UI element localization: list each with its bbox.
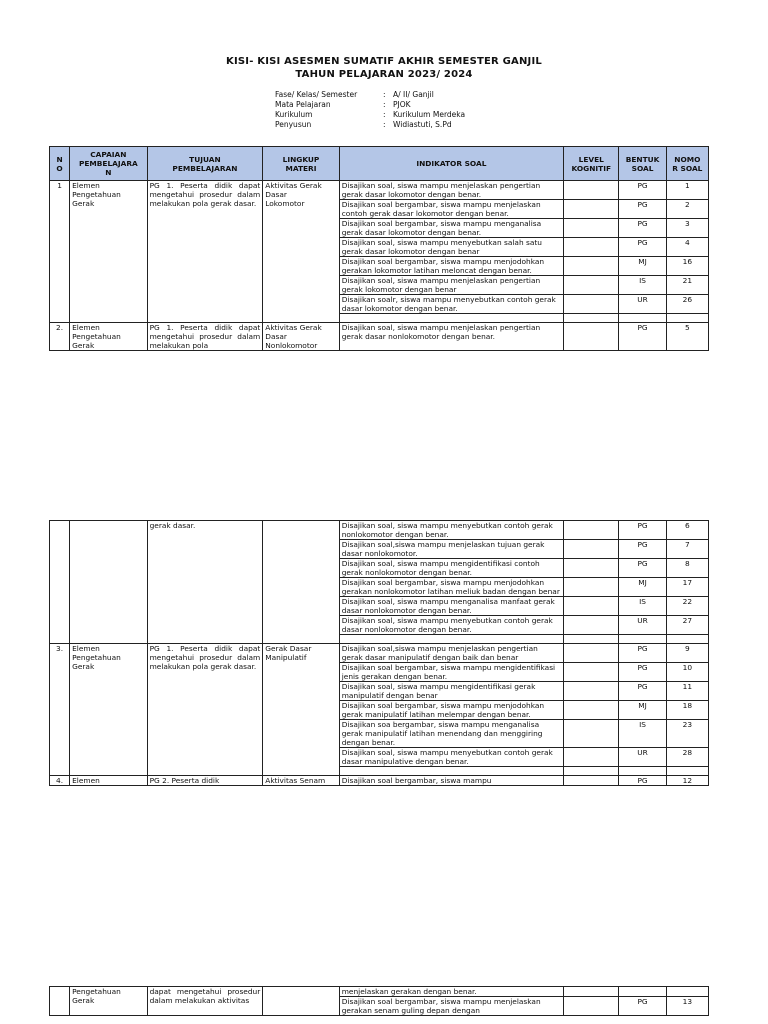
kisi-table-page-3 (49, 986, 709, 1016)
cell-nomor: 12 (666, 776, 708, 786)
meta-row (275, 120, 465, 130)
cell-lingkup (263, 987, 339, 1016)
cell-bentuk: PG (619, 540, 666, 559)
cell-bentuk: PG (619, 682, 666, 701)
cell-indikator: Disajikan soal bergambar, siswa mampu menganalisa gerak dasar lokomotor dengan benar. (339, 219, 563, 238)
cell-bentuk: MJ (619, 257, 666, 276)
cell-nomor: 7 (666, 540, 708, 559)
cell-level (564, 323, 619, 351)
cell-no: 4. (50, 776, 70, 786)
cell-level (564, 578, 619, 597)
cell-level (564, 200, 619, 219)
cell-indikator: Disajikan soal bergambar, siswa mampu menjodohkan gerakan nonlokomotor latihan meliuk badan dengan benar (339, 578, 563, 597)
cell-indikator (339, 767, 563, 776)
cell-bentuk: PG (619, 663, 666, 682)
table-row (50, 776, 709, 786)
cell-bentuk: PG (619, 219, 666, 238)
meta-label: Mata Pelajaran (275, 100, 331, 109)
cell-capaian: Elemen Pengetahuan Gerak (70, 323, 147, 351)
cell-bentuk: UR (619, 295, 666, 314)
cell-level (564, 314, 619, 323)
cell-tujuan: PG 1. Peserta didik dapat mengetahui prosedur dalam melakukan pola (147, 323, 263, 351)
cell-nomor: 22 (666, 597, 708, 616)
cell-level (564, 597, 619, 616)
table-row (50, 521, 709, 540)
meta-sep: : (383, 120, 386, 129)
cell-nomor (666, 987, 708, 997)
cell-no: 3. (50, 644, 70, 776)
cell-level (564, 521, 619, 540)
cell-nomor: 9 (666, 644, 708, 663)
cell-nomor (666, 635, 708, 644)
cell-level (564, 776, 619, 786)
cell-bentuk: PG (619, 559, 666, 578)
cell-capaian: Elemen Pengetahuan Gerak (70, 644, 147, 776)
cell-indikator: Disajikan soal bergambar, siswa mampu mengidentifikasi jenis gerakan dengan benar. (339, 663, 563, 682)
cell-level (564, 987, 619, 997)
meta-label: Kurikulum (275, 110, 313, 119)
cell-indikator: Disajikan soal bergambar, siswa mampu menjelaskan gerakan senam guling depan dengan (339, 997, 563, 1016)
cell-indikator: Disajikan soal bergambar, siswa mampu menjelaskan contoh gerak dasar lokomotor dengan benar. (339, 200, 563, 219)
cell-level (564, 181, 619, 200)
cell-capaian (70, 521, 147, 644)
table-row (50, 181, 709, 200)
cell-nomor: 21 (666, 276, 708, 295)
cell-lingkup: Aktivitas Gerak Dasar Nonlokomotor (263, 323, 339, 351)
cell-nomor: 13 (666, 997, 708, 1016)
cell-bentuk (619, 987, 666, 997)
cell-nomor: 23 (666, 720, 708, 748)
meta-row (275, 110, 465, 120)
cell-indikator (339, 314, 563, 323)
cell-bentuk: PG (619, 238, 666, 257)
cell-indikator: Disajikan soal, siswa mampu mengidentifikasi gerak manipulatif dengan benar (339, 682, 563, 701)
table-row (50, 987, 709, 997)
meta-row (275, 90, 465, 100)
cell-lingkup: Aktivitas Senam (263, 776, 339, 786)
cell-indikator: Disajikan soal, siswa mampu menjelaskan pengertian gerak lokomotor dengan benar (339, 276, 563, 295)
cell-bentuk: UR (619, 748, 666, 767)
meta-sep: : (383, 100, 386, 109)
cell-indikator: Disajikan soal, siswa mampu menyebutkan contoh gerak nonlokomotor dengan benar. (339, 521, 563, 540)
cell-indikator: Disajikan soal, siswa mampu menjelaskan pengertian gerak dasar nonlokomotor dengan benar. (339, 323, 563, 351)
cell-nomor: 27 (666, 616, 708, 635)
cell-nomor: 17 (666, 578, 708, 597)
header-level: LEVEL KOGNITIF (564, 147, 619, 181)
cell-level (564, 997, 619, 1016)
cell-level (564, 219, 619, 238)
cell-bentuk: UR (619, 616, 666, 635)
cell-bentuk (619, 767, 666, 776)
cell-tujuan: PG 1. Peserta didik dapat mengetahui prosedur dalam melakukan pola gerak dasar. (147, 181, 263, 323)
table-row (50, 644, 709, 663)
header-indikator: INDIKATOR SOAL (339, 147, 563, 181)
cell-bentuk: MJ (619, 701, 666, 720)
header-tujuan: TUJUAN PEMBELAJARAN (147, 147, 263, 181)
header-capaian: CAPAIAN PEMBELAJARA N (70, 147, 147, 181)
cell-level (564, 701, 619, 720)
meta-value: A/ II/ Ganjil (393, 90, 434, 99)
cell-nomor: 28 (666, 748, 708, 767)
cell-tujuan: dapat mengetahui prosedur dalam melakukan aktivitas (147, 987, 263, 1016)
cell-nomor: 16 (666, 257, 708, 276)
cell-indikator: Disajikan soal, siswa mampu mengidentifikasi contoh gerak nonlokomotor dengan benar. (339, 559, 563, 578)
cell-nomor: 10 (666, 663, 708, 682)
cell-bentuk: MJ (619, 578, 666, 597)
cell-tujuan: gerak dasar. (147, 521, 263, 644)
cell-bentuk: PG (619, 181, 666, 200)
header-nomor: NOMO R SOAL (666, 147, 708, 181)
document-subtitle: TAHUN PELAJARAN 2023/ 2024 (295, 69, 473, 80)
meta-value: Widiastuti, S.Pd (393, 120, 452, 129)
cell-nomor (666, 767, 708, 776)
kisi-table-page-2 (49, 520, 709, 786)
cell-nomor: 18 (666, 701, 708, 720)
table-header-row (50, 147, 709, 181)
cell-nomor: 1 (666, 181, 708, 200)
meta-sep: : (383, 110, 386, 119)
cell-nomor: 26 (666, 295, 708, 314)
cell-indikator: Disajikan soal bergambar, siswa mampu menjodohkan gerakan lokomotor latihan meloncat dengan benar. (339, 257, 563, 276)
cell-level (564, 238, 619, 257)
cell-lingkup: Gerak Dasar Manipulatif (263, 644, 339, 776)
cell-tujuan: PG 1. Peserta didik dapat mengetahui prosedur dalam melakukan pola gerak dasar. (147, 644, 263, 776)
cell-level (564, 295, 619, 314)
cell-bentuk: IS (619, 597, 666, 616)
cell-nomor: 2 (666, 200, 708, 219)
cell-nomor: 8 (666, 559, 708, 578)
cell-bentuk: IS (619, 720, 666, 748)
cell-bentuk: PG (619, 644, 666, 663)
meta-label: Fase/ Kelas/ Semester (275, 90, 358, 99)
meta-label: Penyusun (275, 120, 312, 129)
cell-indikator: Disajikan soal, siswa mampu menyebutkan contoh gerak dasar nonlokomotor dengan benar. (339, 616, 563, 635)
cell-no (50, 987, 70, 1016)
cell-level (564, 644, 619, 663)
cell-nomor: 6 (666, 521, 708, 540)
meta-row (275, 100, 465, 110)
cell-indikator: Disajikan soal,siswa mampu menjelaskan tujuan gerak dasar nonlokomotor. (339, 540, 563, 559)
cell-no: 1 (50, 181, 70, 323)
cell-bentuk (619, 635, 666, 644)
cell-nomor: 11 (666, 682, 708, 701)
cell-nomor: 4 (666, 238, 708, 257)
cell-lingkup: Aktivitas Gerak Dasar Lokomotor (263, 181, 339, 323)
cell-level (564, 720, 619, 748)
header-lingkup: LINGKUP MATERI (263, 147, 339, 181)
cell-indikator (339, 635, 563, 644)
cell-bentuk: PG (619, 521, 666, 540)
cell-nomor (666, 314, 708, 323)
cell-lingkup (263, 521, 339, 644)
cell-indikator: Disajikan soalr, siswa mampu menyebutkan contoh gerak dasar lokomotor dengan benar. (339, 295, 563, 314)
cell-bentuk (619, 314, 666, 323)
cell-no (50, 521, 70, 644)
kisi-table-page-1 (49, 146, 709, 351)
document-title: KISI- KISI ASESMEN SUMATIF AKHIR SEMESTER GANJIL (226, 56, 542, 67)
header-bentuk: BENTUK SOAL (619, 147, 666, 181)
cell-indikator: Disajikan soal bergambar, siswa mampu menjodohkan gerak manipulatif latihan melempar dengan benar. (339, 701, 563, 720)
cell-level (564, 682, 619, 701)
cell-indikator: Disajikan soal, siswa mampu menganalisa manfaat gerak dasar nonlokomotor dengan benar. (339, 597, 563, 616)
cell-indikator: menjelaskan gerakan dengan benar. (339, 987, 563, 997)
meta-sep: : (383, 90, 386, 99)
table-row (50, 323, 709, 351)
cell-nomor: 5 (666, 323, 708, 351)
meta-value: Kurikulum Merdeka (393, 110, 466, 119)
document-meta (275, 90, 465, 130)
cell-nomor: 3 (666, 219, 708, 238)
cell-tujuan: PG 2. Peserta didik (147, 776, 263, 786)
meta-value: PJOK (393, 100, 411, 109)
cell-level (564, 540, 619, 559)
cell-level (564, 559, 619, 578)
cell-indikator: Disajikan soal, siswa mampu menjelaskan pengertian gerak dasar lokomotor dengan benar. (339, 181, 563, 200)
cell-capaian: Pengetahuan Gerak (70, 987, 147, 1016)
header-no: N O (50, 147, 70, 181)
cell-indikator: Disajikan soal bergambar, siswa mampu (339, 776, 563, 786)
cell-indikator: Disajikan soa bergambar, siswa mampu menganalisa gerak manipulatif latihan menendang dan menggiring dengan benar. (339, 720, 563, 748)
cell-no: 2. (50, 323, 70, 351)
cell-level (564, 635, 619, 644)
cell-level (564, 767, 619, 776)
cell-level (564, 276, 619, 295)
cell-level (564, 748, 619, 767)
cell-bentuk: PG (619, 323, 666, 351)
cell-bentuk: PG (619, 997, 666, 1016)
cell-bentuk: PG (619, 200, 666, 219)
cell-level (564, 616, 619, 635)
cell-indikator: Disajikan soal, siswa mampu menyebutkan salah satu gerak dasar lokomotor dengan benar (339, 238, 563, 257)
cell-capaian: Elemen Pengetahuan Gerak (70, 181, 147, 323)
cell-level (564, 257, 619, 276)
cell-indikator: Disajikan soal, siswa mampu menyebutkan contoh gerak dasar manipulative dengan benar. (339, 748, 563, 767)
cell-capaian: Elemen (70, 776, 147, 786)
cell-bentuk: IS (619, 276, 666, 295)
cell-indikator: Disajikan soal,siswa mampu menjelaskan pengertian gerak dasar manipulatif dengan baik dan benar (339, 644, 563, 663)
cell-level (564, 663, 619, 682)
cell-bentuk: PG (619, 776, 666, 786)
